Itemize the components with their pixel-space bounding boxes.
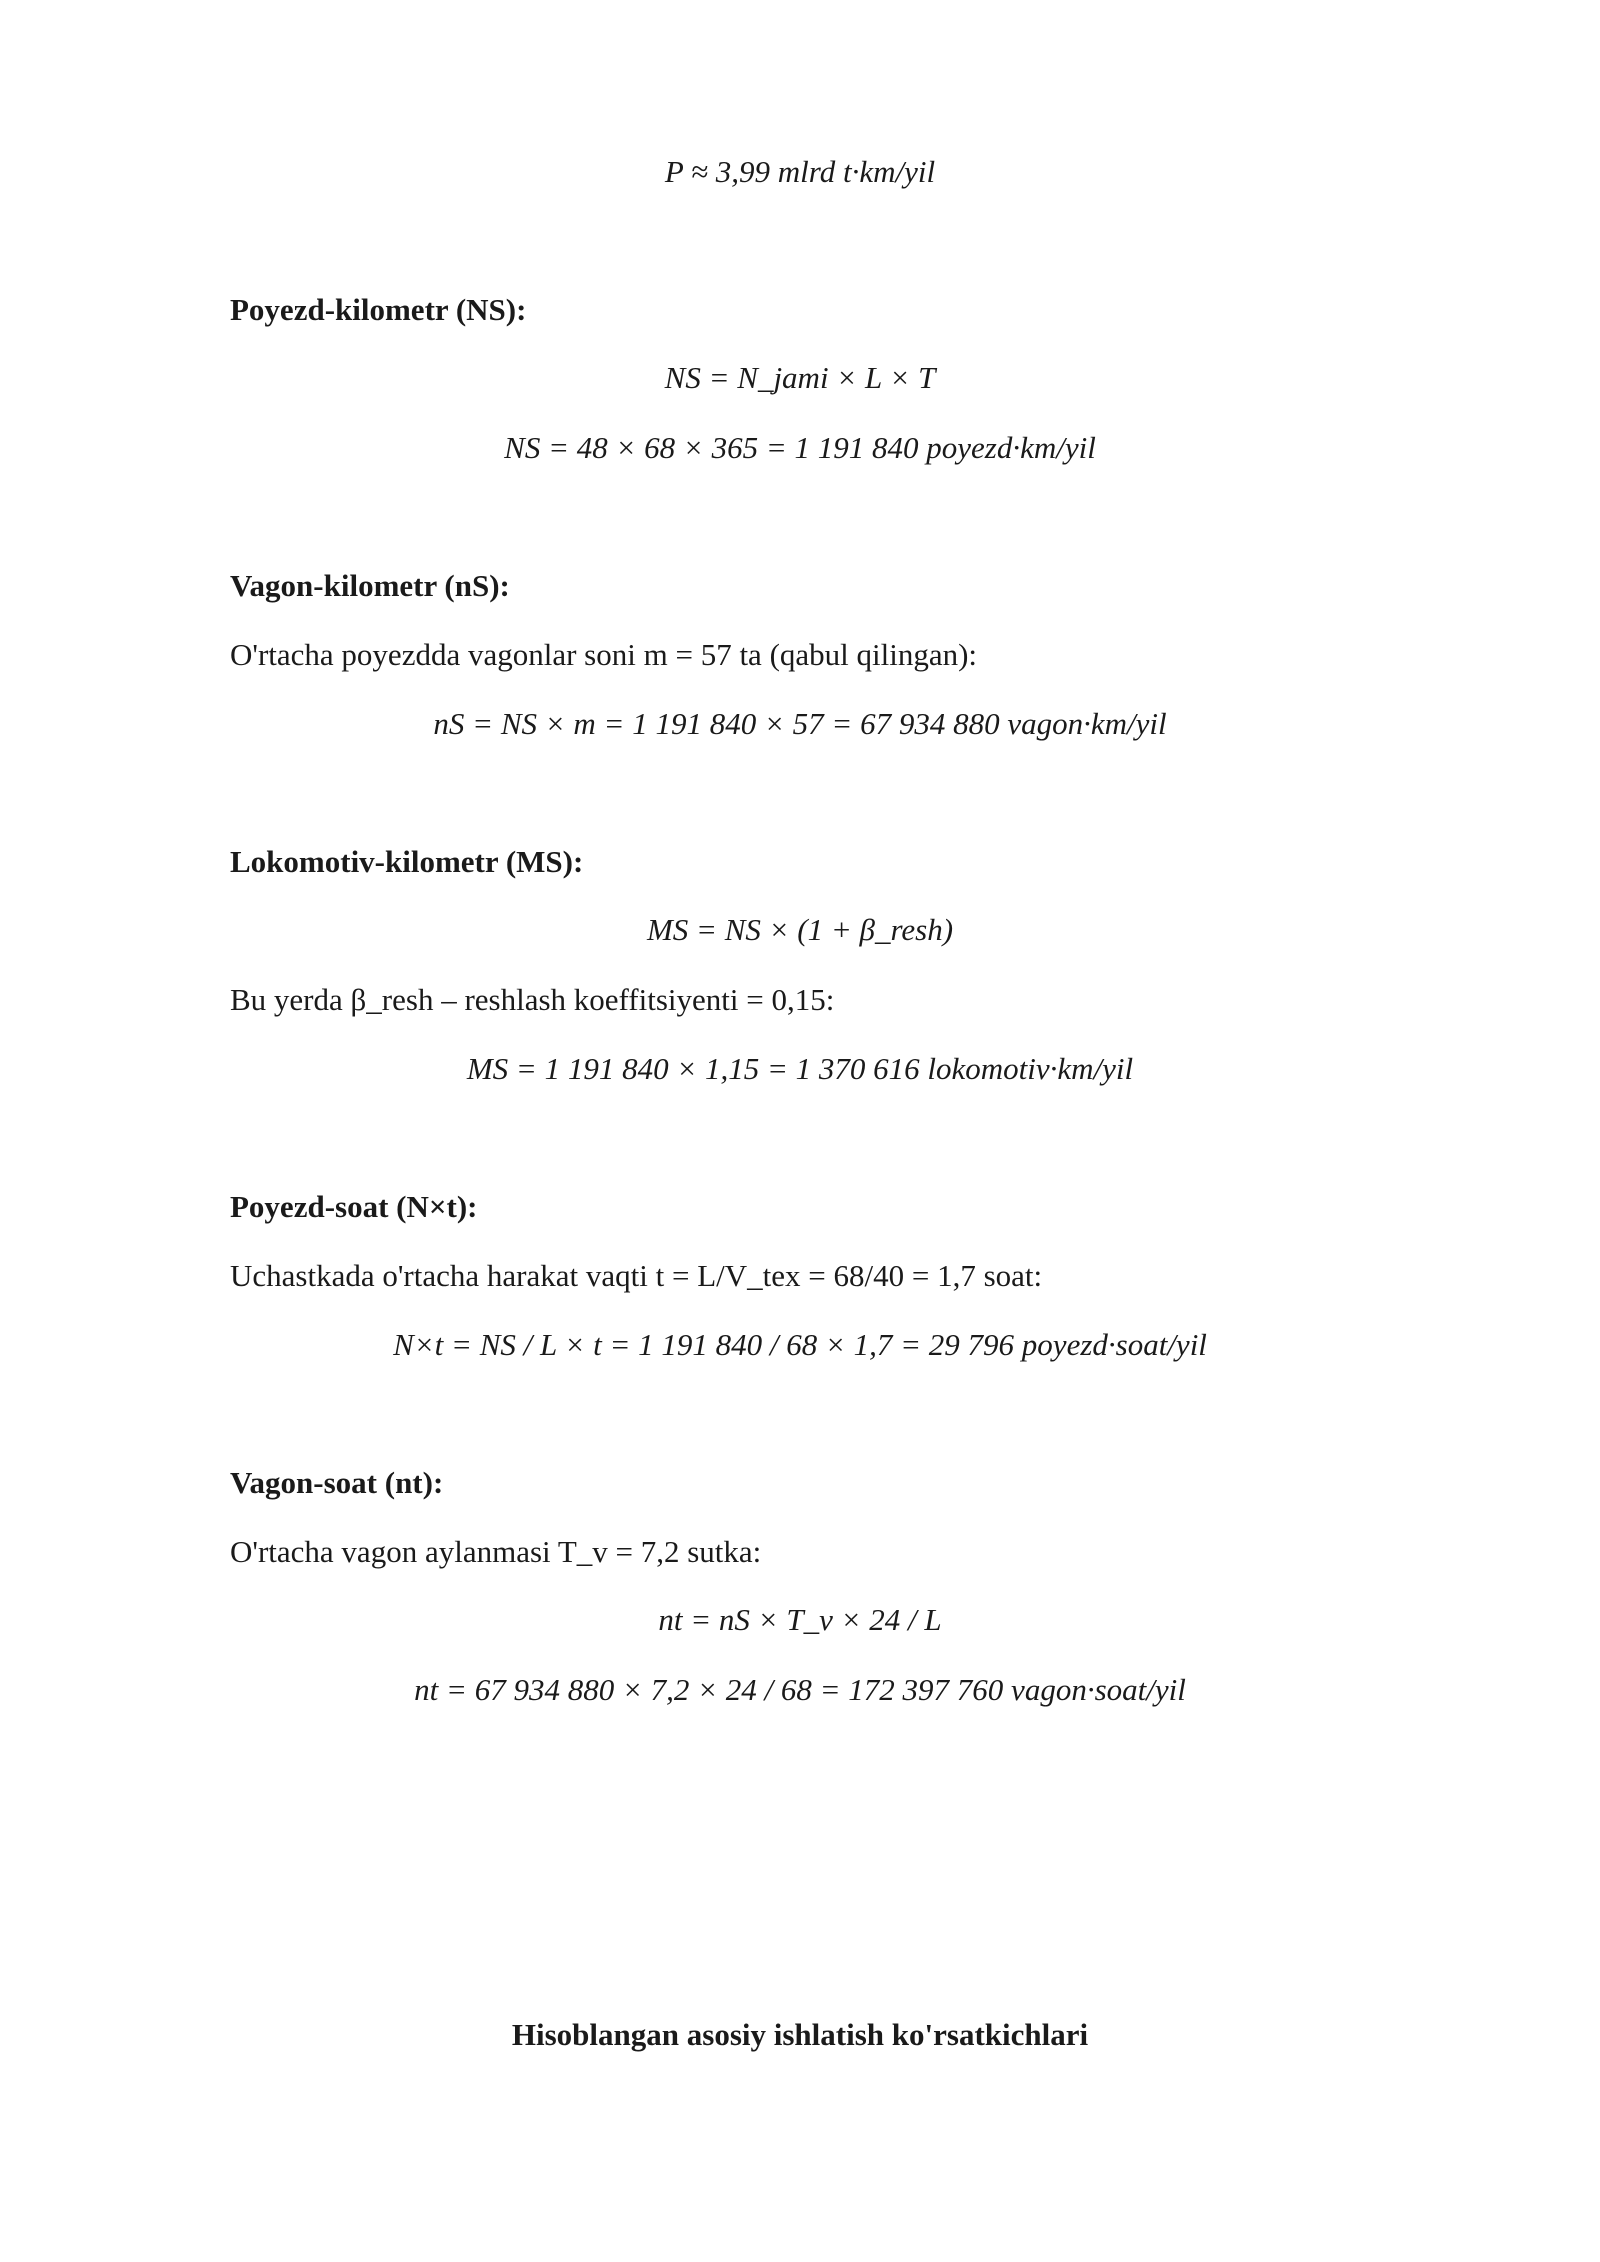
vagon-soat-formula: nt = nS × T_v × 24 / L: [658, 1602, 942, 1637]
vagon-soat-heading: Vagon-soat (nt):: [230, 1465, 444, 1500]
poyezd-soat-heading: Poyezd-soat (N×t):: [230, 1189, 478, 1224]
vagon-km-calculation: nS = NS × m = 1 191 840 × 57 = 67 934 880 vagon·km/yil: [433, 706, 1167, 741]
section-title: Hisoblangan asosiy ishlatish ko'rsatkichlari: [511, 2017, 1089, 2052]
poyezd-soat-calculation: N×t = NS / L × t = 1 191 840 / 68 × 1,7 = 29 796 poyezd·soat/yil: [393, 1327, 1207, 1362]
ns-heading: Poyezd-kilometr (NS):: [230, 292, 527, 327]
lok-km-heading: Lokomotiv-kilometr (MS):: [230, 844, 584, 879]
vagon-km-heading: Vagon-kilometr (nS):: [230, 568, 510, 603]
lok-km-text: Bu yerda β_resh – reshlash koeffitsiyenti = 0,15:: [230, 982, 835, 1017]
ns-calculation: NS = 48 × 68 × 365 = 1 191 840 poyezd·km/yil: [504, 430, 1096, 465]
vagon-soat-calculation: nt = 67 934 880 × 7,2 × 24 / 68 = 172 397 760 vagon·soat/yil: [414, 1672, 1186, 1707]
lok-km-calculation: MS = 1 191 840 × 1,15 = 1 370 616 lokomotiv·km/yil: [466, 1051, 1134, 1086]
poyezd-soat-text: Uchastkada o'rtacha harakat vaqti t = L/V_tex = 68/40 = 1,7 soat:: [230, 1258, 1043, 1293]
vagon-km-text: O'rtacha poyezdda vagonlar soni m = 57 ta (qabul qilingan):: [230, 637, 978, 672]
vagon-soat-text: O'rtacha vagon aylanmasi T_v = 7,2 sutka:: [230, 1534, 762, 1569]
lok-km-formula: MS = NS × (1 + β_resh): [646, 912, 954, 947]
ns-formula: NS = N_jami × L × T: [664, 360, 936, 395]
p-result-formula: P ≈ 3,99 mlrd t·km/yil: [664, 154, 936, 189]
